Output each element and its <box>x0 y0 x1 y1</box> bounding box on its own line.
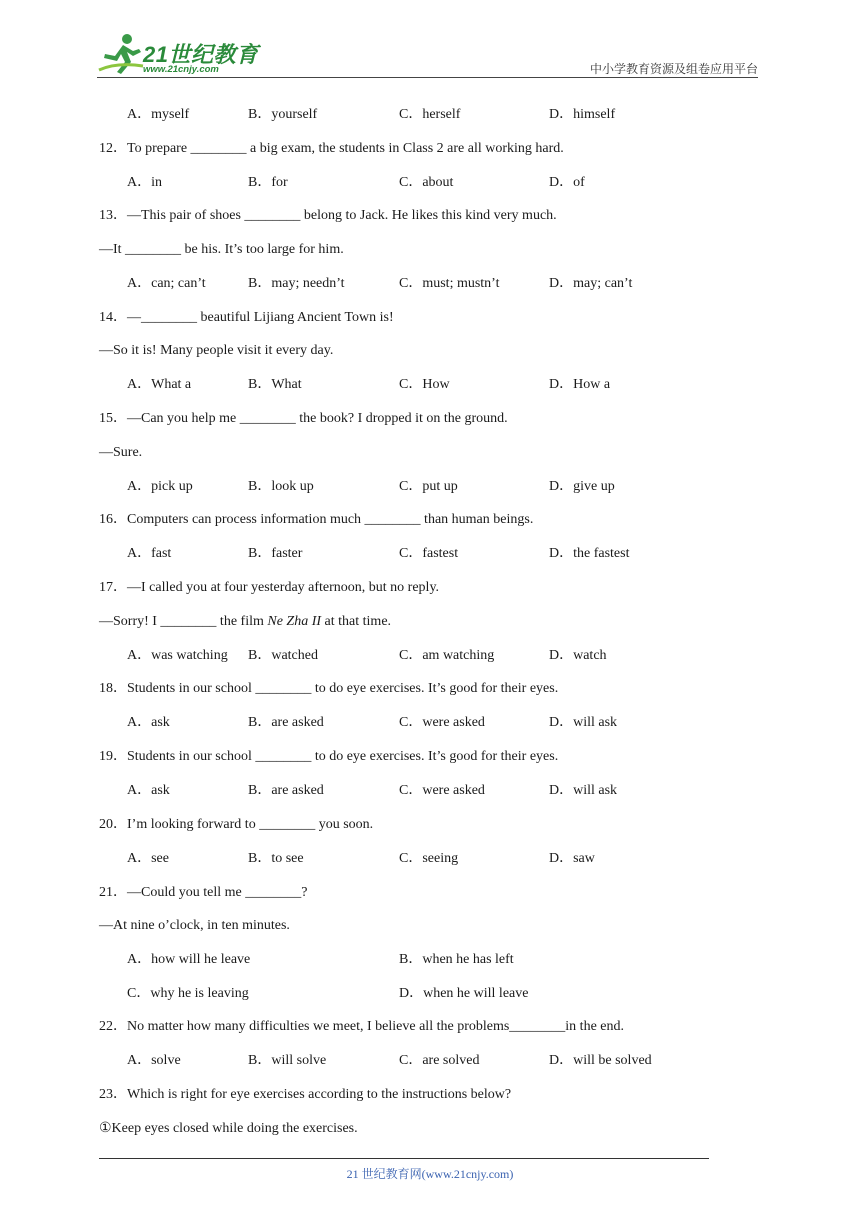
q14-stem-reply: —So it is! Many people visit it every day. <box>99 343 334 358</box>
q16-option-c: C．fastest <box>399 546 459 561</box>
q17-option-a: A．was watching <box>127 648 228 663</box>
q16-option-d: D．the fastest <box>549 546 630 561</box>
q22-stem: 22．No matter how many difficulties we meet, I believe all the problems________in the end. <box>99 1019 624 1034</box>
q21-option-b: B．when he has left <box>399 952 514 967</box>
q11-options <box>0 106 860 124</box>
q13-option-d: D．may; can’t <box>549 276 633 291</box>
q20-stem: 20．I’m looking forward to ________ you soon. <box>99 817 374 832</box>
q17-option-c: C．am watching <box>399 648 495 663</box>
q19-options <box>0 782 860 800</box>
q21-option-c: C．why he is leaving <box>127 986 249 1001</box>
q20-option-d: D．saw <box>549 851 595 866</box>
q15-option-b: B．look up <box>248 479 314 494</box>
q15-stem-reply: —Sure. <box>99 445 143 460</box>
q17-reply-text-before: —Sorry! I ________ the film <box>99 614 268 629</box>
q14-option-c: C．How <box>399 377 450 392</box>
q12-option-c: C．about <box>399 175 454 190</box>
q18-option-c: C．were asked <box>399 715 485 730</box>
q15-option-a: A．pick up <box>127 479 193 494</box>
q21-option-a: A．how will he leave <box>127 952 251 967</box>
q11-option-d: D．himself <box>549 107 616 122</box>
q16-option-b: B．faster <box>248 546 303 561</box>
q20-option-b: B．to see <box>248 851 304 866</box>
q15-stem: 15．—Can you help me ________ the book? I dropped it on the ground. <box>99 411 508 426</box>
logo-brand: 21世纪教育 <box>143 42 259 67</box>
q19-option-c: C．were asked <box>399 783 485 798</box>
q22-option-d: D．will be solved <box>549 1053 652 1068</box>
q22-options <box>0 1052 860 1070</box>
q20-options <box>0 850 860 868</box>
q17-reply-text-after: at that time. <box>321 614 392 629</box>
footer-divider <box>99 1158 709 1159</box>
q12-options <box>0 174 860 192</box>
q13-option-b: B．may; needn’t <box>248 276 345 291</box>
q12-option-a: A．in <box>127 175 162 190</box>
q19-option-a: A．ask <box>127 783 170 798</box>
q16-options <box>0 545 860 563</box>
q14-option-d: D．How a <box>549 377 611 392</box>
q14-options <box>0 376 860 394</box>
q13-option-c: C．must; mustn’t <box>399 276 500 291</box>
q23-instruction-1: ①Keep eyes closed while doing the exercises. <box>99 1121 358 1136</box>
q13-options <box>0 275 860 293</box>
q14-stem: 14．—________ beautiful Lijiang Ancient Town is! <box>99 310 394 325</box>
q12-stem: 12．To prepare ________ a big exam, the students in Class 2 are all working hard. <box>99 141 564 156</box>
q13-stem-reply: —It ________ be his. It’s too large for him. <box>99 242 344 257</box>
q15-option-d: D．give up <box>549 479 615 494</box>
footer-source: 21 世纪教育网(www.21cnjy.com) <box>346 1167 514 1181</box>
q19-stem: 19．Students in our school ________ to do eye exercises. It’s good for their eyes. <box>99 749 559 764</box>
q13-option-a: A．can; can’t <box>127 276 206 291</box>
q21-options-row2 <box>0 985 860 1003</box>
q22-option-b: B．will solve <box>248 1053 327 1068</box>
q18-options <box>0 714 860 732</box>
q17-option-b: B．watched <box>248 648 318 663</box>
q17-options <box>0 647 860 665</box>
q18-option-a: A．ask <box>127 715 170 730</box>
q11-option-c: C．herself <box>399 107 461 122</box>
q15-option-c: C．put up <box>399 479 458 494</box>
q15-options <box>0 478 860 496</box>
runner-icon <box>97 32 145 76</box>
q21-options-row1 <box>0 951 860 969</box>
q14-option-a: A．What a <box>127 377 192 392</box>
q23-stem: 23．Which is right for eye exercises according to the instructions below? <box>99 1087 512 1102</box>
q19-option-b: B．are asked <box>248 783 324 798</box>
header-platform-text: 中小学教育资源及组卷应用平台 <box>589 62 758 76</box>
q18-option-b: B．are asked <box>248 715 324 730</box>
q20-option-c: C．seeing <box>399 851 459 866</box>
header-divider <box>97 77 758 78</box>
q21-stem: 21．—Could you tell me ________? <box>99 885 308 900</box>
q11-option-b: B．yourself <box>248 107 318 122</box>
q17-option-d: D．watch <box>549 648 607 663</box>
q16-stem: 16．Computers can process information much ________ than human beings. <box>99 512 534 527</box>
q19-option-d: D．will ask <box>549 783 618 798</box>
q18-stem: 18．Students in our school ________ to do eye exercises. It’s good for their eyes. <box>99 681 559 696</box>
q14-option-b: B．What <box>248 377 302 392</box>
q13-stem: 13．—This pair of shoes ________ belong to Jack. He likes this kind very much. <box>99 208 557 223</box>
q12-option-d: D．of <box>549 175 585 190</box>
q17-stem: 17．—I called you at four yesterday afternoon, but no reply. <box>99 580 440 595</box>
q17-film-title: Ne Zha II <box>267 614 322 629</box>
q22-option-a: A．solve <box>127 1053 181 1068</box>
q18-option-d: D．will ask <box>549 715 618 730</box>
page-header <box>97 32 758 78</box>
q22-option-c: C．are solved <box>399 1053 480 1068</box>
q11-option-a: A．myself <box>127 107 190 122</box>
q12-option-b: B．for <box>248 175 288 190</box>
site-logo <box>97 32 267 76</box>
q20-option-a: A．see <box>127 851 169 866</box>
q21-stem-reply: —At nine o’clock, in ten minutes. <box>99 918 290 933</box>
q17-stem-reply <box>99 613 391 631</box>
q16-option-a: A．fast <box>127 546 172 561</box>
q21-option-d: D．when he will leave <box>399 986 529 1001</box>
logo-url: www.21cnjy.com <box>143 64 219 75</box>
